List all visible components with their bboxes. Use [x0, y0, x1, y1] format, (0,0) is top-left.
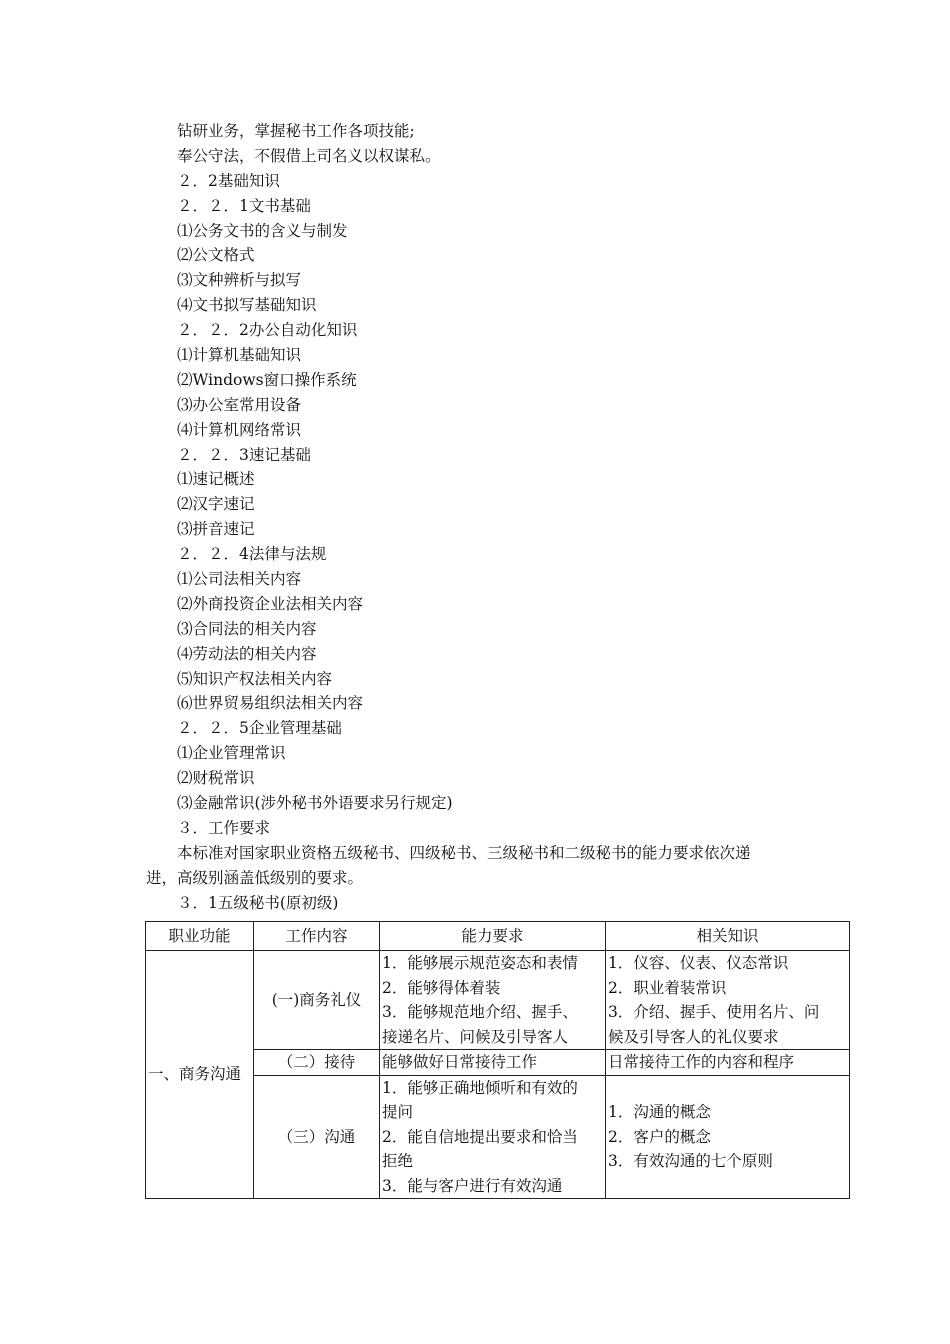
text-line: ２．2基础知识 [177, 171, 280, 190]
knowledge-cell [606, 951, 850, 1050]
ability-line: 拒绝 [382, 1152, 414, 1170]
ability-line: 能够做好日常接待工作 [382, 1053, 538, 1071]
text-line: 进，高级别涵盖低级别的要求。 [146, 868, 364, 887]
text-line: ⑶合同法的相关内容 [177, 619, 317, 638]
content-cell: （二）接待 [254, 1050, 380, 1076]
text-line: ⑸知识产权法相关内容 [177, 669, 333, 688]
text-line: ２．２．1文书基础 [177, 196, 311, 215]
text-line: ２．２．4法律与法规 [177, 545, 327, 564]
text-line: ⑷计算机网络常识 [177, 420, 302, 439]
qualification-table [145, 921, 850, 1199]
header-ability: 能力要求 [380, 922, 606, 951]
text-line: ⑵财税常识 [177, 769, 255, 788]
ability-line: 3．能够规范地介绍、握手、 [382, 1003, 578, 1021]
knowledge-line: 候及引导客人的礼仪要求 [608, 1027, 779, 1046]
header-knowledge: 相关知识 [606, 922, 850, 951]
text-line: ⑴计算机基础知识 [177, 346, 302, 365]
text-line: ⑴企业管理常识 [177, 744, 286, 763]
text-line: ３．1五级秘书(原初级) [177, 893, 339, 912]
text-line: 钻研业务，掌握秘书工作各项技能; [177, 122, 415, 140]
text-line: ⑴公务文书的含义与制发 [177, 221, 348, 240]
knowledge-cell [606, 1075, 850, 1199]
header-function: 职业功能 [146, 922, 254, 951]
ability-line: 2．能自信地提出要求和恰当 [382, 1127, 578, 1146]
ability-line: 1．能够展示规范姿态和表情 [382, 954, 578, 972]
text-line: 本标准对国家职业资格五级秘书、四级秘书、三级秘书和二级秘书的能力要求依次递 [177, 843, 751, 862]
text-line: ⑶文种辨析与拟写 [177, 271, 302, 290]
table-row [146, 951, 850, 1050]
text-line: ⑷文书拟写基础知识 [177, 296, 317, 315]
knowledge-line: 1．沟通的概念 [608, 1103, 711, 1121]
ability-line: 接递名片、问候及引导客人 [382, 1027, 569, 1046]
ability-line: 提问 [382, 1103, 414, 1121]
text-line: ⑵外商投资企业法相关内容 [177, 594, 364, 613]
text-line: ⑵Windows窗口操作系统 [177, 370, 357, 389]
text-line: ⑶金融常识(涉外秘书外语要求另行规定) [177, 794, 453, 813]
text-line: ⑵汉字速记 [177, 495, 255, 514]
text-line: 奉公守法，不假借上司名义以权谋私。 [177, 146, 441, 165]
content-cell: (一)商务礼仪 [254, 951, 380, 1050]
header-content: 工作内容 [254, 922, 380, 951]
knowledge-line: 日常接待工作的内容和程序 [608, 1053, 795, 1071]
content-cell: （三）沟通 [254, 1075, 380, 1199]
ability-line: 2．能够得体着装 [382, 978, 501, 997]
table-header-row [146, 922, 850, 951]
knowledge-line: 2．客户的概念 [608, 1127, 711, 1146]
knowledge-cell [606, 1050, 850, 1076]
knowledge-line: 3．有效沟通的七个原则 [608, 1152, 773, 1170]
ability-cell [380, 951, 606, 1050]
text-line: ２．２．3速记基础 [177, 445, 311, 464]
text-line: ２．２．2办公自动化知识 [177, 321, 358, 340]
ability-line: 3．能与客户进行有效沟通 [382, 1176, 563, 1195]
text-line: ⑴公司法相关内容 [177, 570, 302, 589]
ability-line: 1．能够正确地倾听和有效的 [382, 1078, 578, 1097]
text-line: ⑵公文格式 [177, 246, 255, 265]
ability-cell [380, 1075, 606, 1199]
text-line: ３．工作要求 [177, 818, 271, 837]
ability-cell [380, 1050, 606, 1076]
knowledge-line: 1．仪容、仪表、仪态常识 [608, 954, 789, 972]
text-line: ⑶办公室常用设备 [177, 395, 302, 414]
function-cell: 一、商务沟通 [146, 951, 254, 1199]
text-line: ２．２．5企业管理基础 [177, 719, 342, 738]
knowledge-line: 3．介绍、握手、使用名片、问 [608, 1003, 820, 1021]
text-line: ⑶拼音速记 [177, 520, 255, 539]
text-line: ⑷劳动法的相关内容 [177, 644, 317, 663]
knowledge-line: 2．职业着装常识 [608, 978, 727, 997]
text-body [146, 119, 846, 916]
text-line: ⑴速记概述 [177, 470, 255, 489]
text-line: ⑹世界贸易组织法相关内容 [177, 694, 364, 713]
